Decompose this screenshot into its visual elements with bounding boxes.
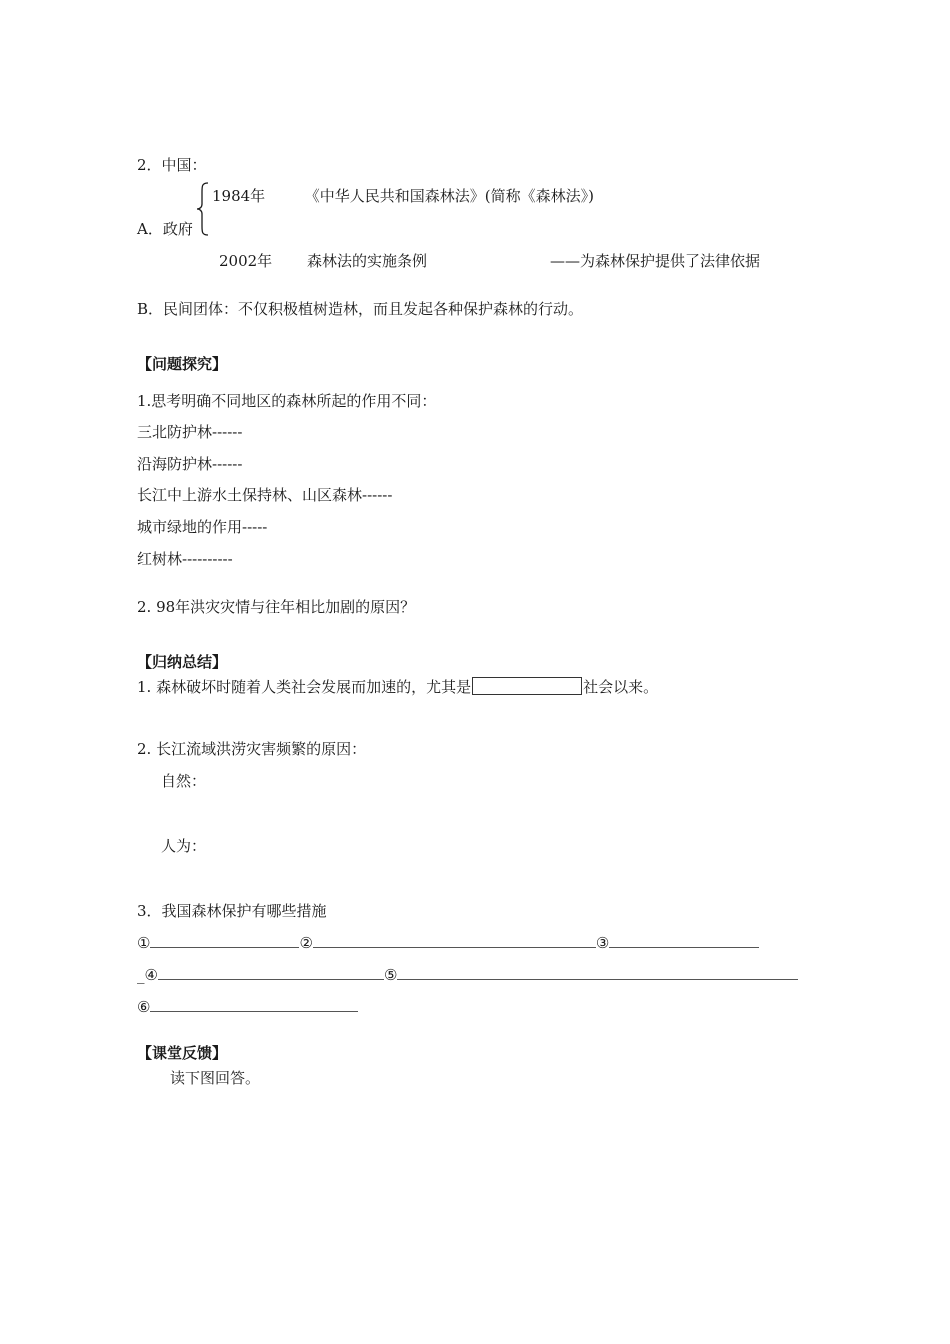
measures-row-3: [137, 997, 358, 1017]
feedback-title: 【课堂反馈】: [137, 1044, 228, 1062]
measures-row-2: [137, 965, 798, 985]
list-item: 三北防护林------: [137, 423, 243, 441]
measure-3-blank[interactable]: [609, 933, 759, 948]
inquiry-title: 【问题探究】: [137, 355, 228, 373]
list-item: 红树林----------: [137, 550, 233, 568]
natural-label: 自然：: [161, 772, 207, 790]
measure-2-blank[interactable]: [313, 933, 596, 948]
summary-s1-tail: 社会以来。: [583, 678, 659, 696]
measure-5-marker: ⑤: [383, 966, 398, 984]
curly-brace-icon: [196, 182, 210, 236]
inquiry-q2: 2. 98年洪灾灾情与往年相比加剧的原因？: [137, 598, 416, 616]
summary-s2: 2. 长江流域洪涝灾害频繁的原因：: [137, 740, 367, 758]
summary-title: 【归纳总结】: [137, 653, 228, 671]
list-item: 城市绿地的作用-----: [137, 518, 268, 536]
inquiry-q1: 1.思考明确不同地区的森林所起的作用不同：: [137, 392, 437, 410]
measure-5-blank[interactable]: [397, 965, 798, 980]
measure-6-blank[interactable]: [150, 997, 358, 1012]
measure-6-marker: ⑥: [137, 998, 151, 1016]
law-2002-note: ——为森林保护提供了法律依据: [550, 252, 761, 270]
china-heading: 2．中国：: [137, 156, 207, 174]
summary-s1-text: 1. 森林破坏时随着人类社会发展而加速的，尤其是: [137, 678, 472, 696]
measure-1-marker: ①: [137, 934, 151, 952]
law-1984-text: 《中华人民共和国森林法》(简称《森林法》): [304, 187, 594, 205]
measures-row-1: [137, 933, 759, 953]
law-1984-year: 1984年: [212, 187, 266, 205]
summary-s3: 3．我国森林保护有哪些措施: [137, 902, 327, 920]
measure-2-marker: ②: [299, 934, 313, 952]
measure-3-marker: ③: [595, 934, 610, 952]
human-label: 人为：: [161, 837, 207, 855]
gov-label: A．政府: [137, 220, 193, 238]
law-1984-row: [212, 186, 594, 206]
measure-1-blank[interactable]: [150, 933, 299, 948]
measure-4-blank[interactable]: [158, 965, 384, 980]
list-item: 长江中上游水土保持林、山区森林------: [137, 486, 393, 504]
law-2002-year: 2002年: [219, 252, 273, 270]
summary-s1: [137, 677, 658, 697]
list-item: 沿海防护林------: [137, 455, 243, 473]
blank-answer-box[interactable]: [472, 677, 582, 695]
feedback-text: 读下图回答。: [170, 1069, 261, 1087]
ngo-text: B．民间团体：不仅积极植树造林，而且发起各种保护森林的行动。: [137, 300, 584, 318]
law-2002-text: 森林法的实施条例: [307, 252, 428, 270]
measure-4-marker: _④: [137, 966, 158, 984]
